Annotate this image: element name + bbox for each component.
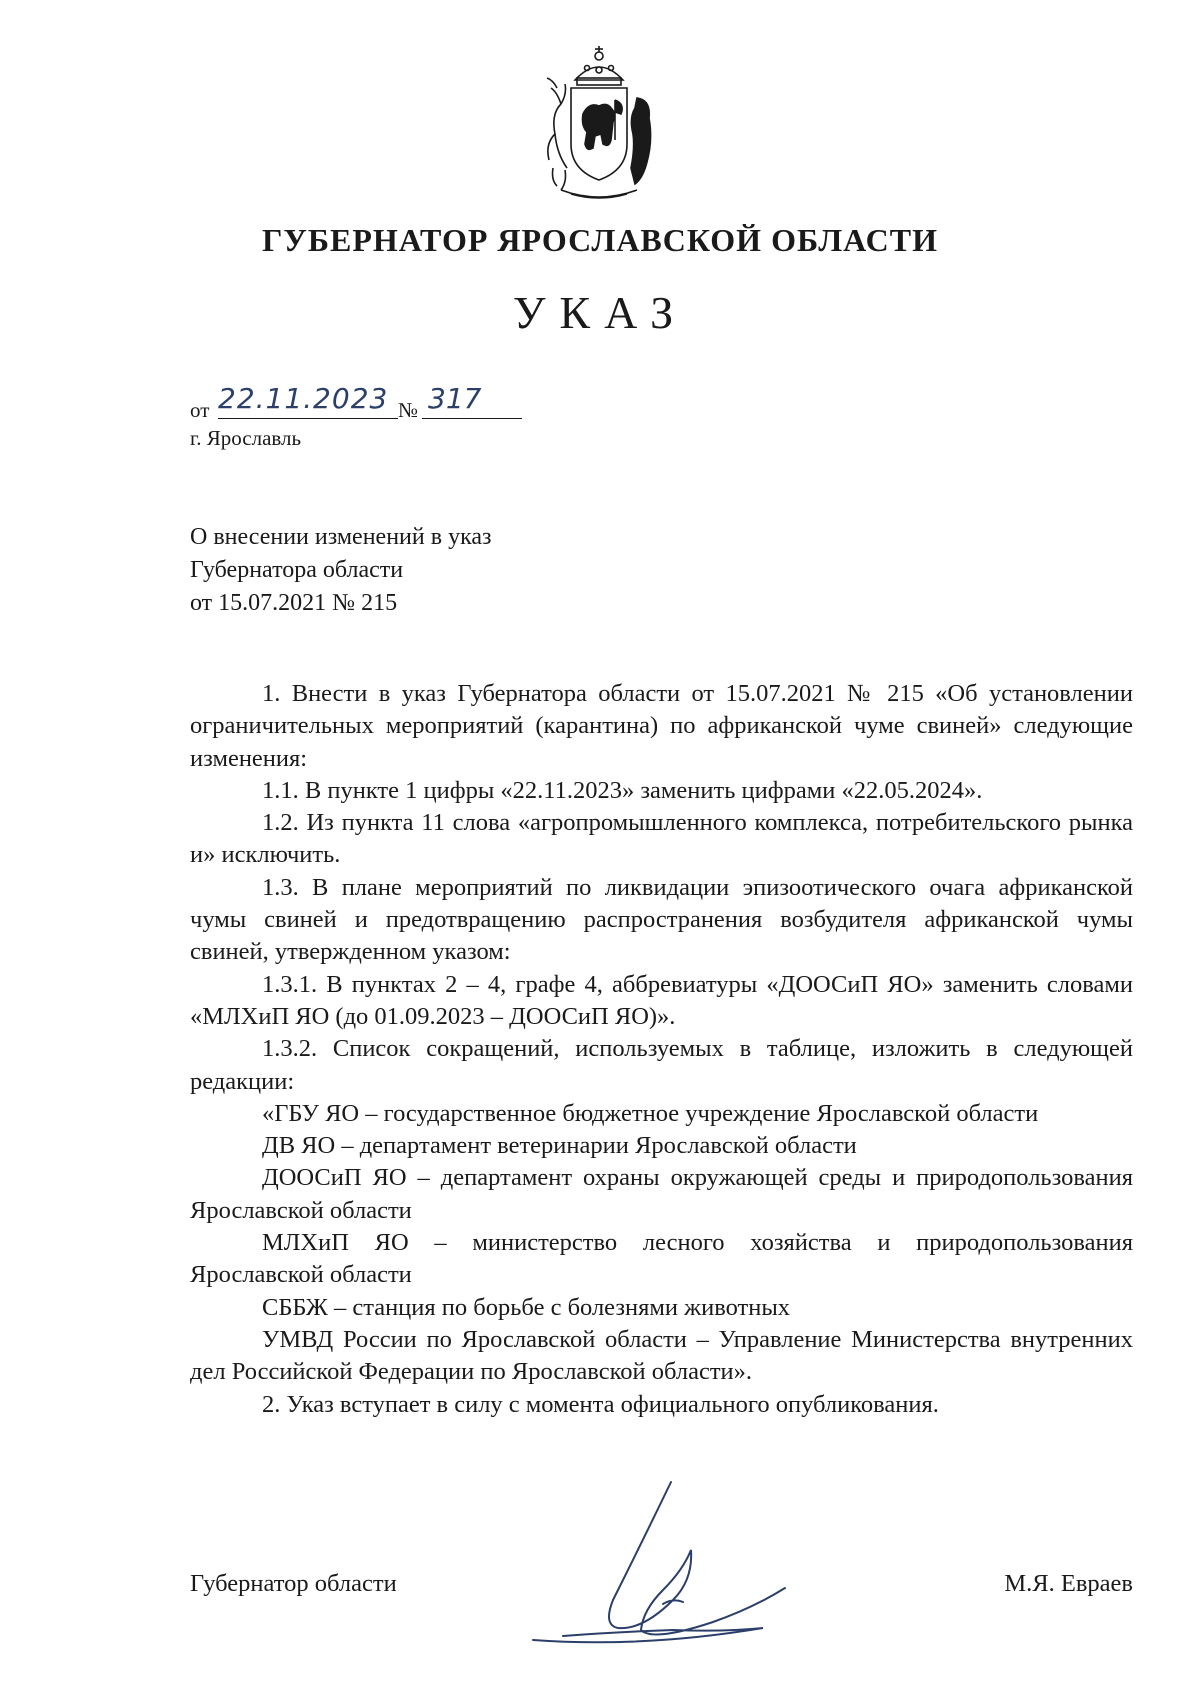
document-date-field [218,382,398,419]
body-paragraph: 1. Внести в указ Губернатора области от 15.07.2021 № 215 «Об установлении ограничительных мероприятий (карантина) по африканской чуме свиней» следующие изменения: [190,680,1133,772]
signatory-name: М.Я. Евраев [1004,1570,1133,1597]
date-prefix-label: от [190,398,210,422]
body-paragraph: СББЖ – станция по борьбе с болезнями животных [262,1293,791,1321]
body-paragraph: 1.1. В пункте 1 цифры «22.11.2023» заменить цифрами «22.05.2024». [262,776,983,804]
document-number: 317 [428,382,482,415]
body-paragraph: УМВД России по Ярославской области – Управление Министерства внутренних дел Российской Федерации по Ярославской области». [190,1325,1133,1386]
body-paragraph: ДООСиП ЯО – департамент охраны окружающей среды и природопользования Ярославской области [190,1164,1133,1224]
body-paragraph: 2. Указ вступает в силу с момента официального опубликования. [262,1390,939,1418]
subject-line: Губернатора области [190,557,404,583]
subject-line: от 15.07.2021 № 215 [190,590,398,616]
organization-title: ГУБЕРНАТОР ЯРОСЛАВСКОЙ ОБЛАСТИ [261,222,939,258]
body-paragraph: 1.3.2. Список сокращений, используемых в таблице, изложить в следующей редакции: [190,1035,1133,1095]
document-type: УКАЗ [512,287,688,338]
document-date: 22.11.2023 [218,382,389,415]
signatory-position: Губернатор области [190,1570,397,1597]
signature-block [190,1570,1133,1670]
document-city: г. Ярославль [190,426,302,450]
body-paragraph: МЛХиП ЯО – министерство лесного хозяйства и природопользования Ярославской области [190,1229,1133,1289]
number-prefix-label: № [398,398,419,422]
document-number-field [422,382,522,419]
body-paragraph: 1.2. Из пункта 11 слова «агропромышленного комплекса, потребительского рынка и» исключить. [190,809,1133,869]
body-paragraph: «ГБУ ЯО – государственное бюджетное учреждение Ярославской области [262,1099,1039,1127]
body-paragraph: ДВ ЯО – департамент ветеринарии Ярославской области [262,1132,857,1160]
handwritten-signature [523,1480,813,1650]
document-body [190,678,1133,1421]
body-paragraph: 1.3.1. В пунктах 2 – 4, графе 4, аббревиатуры «ДООСиП ЯО» заменить словами «МЛХиП ЯО (до 01.09.2023 – ДООСиП ЯО)». [190,970,1133,1030]
document-meta [190,382,590,450]
coat-of-arms-icon [531,44,667,204]
document-subject [190,521,610,620]
subject-line: О внесении изменений в указ [190,524,492,550]
body-paragraph: 1.3. В плане мероприятий по ликвидации эпизоотического очага африканской чумы свиней и предотвращению распространения возбудителя африканской чумы свиней, утвержденном указом: [190,873,1133,966]
